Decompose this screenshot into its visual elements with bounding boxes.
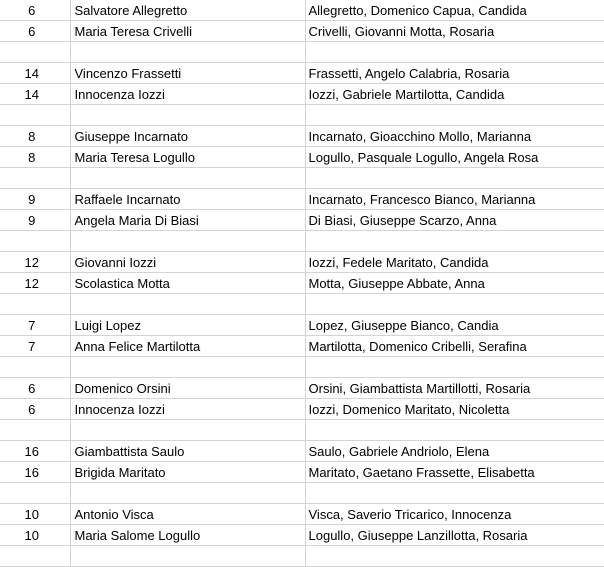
cell-number[interactable]: 16 — [0, 462, 70, 483]
cell-parents[interactable]: Allegretto, Domenico Capua, Candida — [305, 0, 604, 21]
cell-name[interactable]: Antonio Visca — [70, 504, 305, 525]
cell-number[interactable]: 9 — [0, 189, 70, 210]
cell-parents[interactable] — [305, 546, 604, 567]
cell-number[interactable] — [0, 231, 70, 252]
cell-name[interactable] — [70, 483, 305, 504]
cell-name[interactable]: Maria Teresa Logullo — [70, 147, 305, 168]
cell-number[interactable]: 6 — [0, 0, 70, 21]
spacer-row — [0, 357, 604, 378]
cell-number[interactable]: 12 — [0, 252, 70, 273]
cell-number[interactable]: 12 — [0, 273, 70, 294]
table-row — [0, 378, 604, 399]
cell-number[interactable]: 10 — [0, 504, 70, 525]
cell-parents[interactable]: Logullo, Giuseppe Lanzillotta, Rosaria — [305, 525, 604, 546]
cell-number[interactable]: 8 — [0, 126, 70, 147]
cell-parents[interactable]: Logullo, Pasquale Logullo, Angela Rosa — [305, 147, 604, 168]
cell-name[interactable] — [70, 42, 305, 63]
cell-number[interactable]: 7 — [0, 315, 70, 336]
cell-parents[interactable]: Lopez, Giuseppe Bianco, Candia — [305, 315, 604, 336]
cell-parents[interactable]: Saulo, Gabriele Andriolo, Elena — [305, 441, 604, 462]
table-row — [0, 0, 604, 21]
table-row — [0, 336, 604, 357]
cell-number[interactable] — [0, 357, 70, 378]
cell-parents[interactable] — [305, 42, 604, 63]
cell-name[interactable]: Scolastica Motta — [70, 273, 305, 294]
cell-name[interactable] — [70, 294, 305, 315]
cell-parents[interactable] — [305, 483, 604, 504]
table-row — [0, 462, 604, 483]
table-row — [0, 189, 604, 210]
cell-name[interactable]: Innocenza Iozzi — [70, 84, 305, 105]
cell-parents[interactable]: Visca, Saverio Tricarico, Innocenza — [305, 504, 604, 525]
cell-parents[interactable]: Maritato, Gaetano Frassette, Elisabetta — [305, 462, 604, 483]
cell-parents[interactable]: Incarnato, Gioacchino Mollo, Marianna — [305, 126, 604, 147]
cell-name[interactable] — [70, 105, 305, 126]
cell-name[interactable]: Maria Teresa Crivelli — [70, 21, 305, 42]
table-row — [0, 525, 604, 546]
spacer-row — [0, 483, 604, 504]
cell-name[interactable]: Raffaele Incarnato — [70, 189, 305, 210]
table-row — [0, 273, 604, 294]
cell-number[interactable] — [0, 420, 70, 441]
cell-name[interactable]: Anna Felice Martilotta — [70, 336, 305, 357]
cell-number[interactable]: 8 — [0, 147, 70, 168]
table-row — [0, 315, 604, 336]
cell-number[interactable]: 7 — [0, 336, 70, 357]
cell-number[interactable] — [0, 483, 70, 504]
cell-number[interactable] — [0, 105, 70, 126]
cell-number[interactable]: 14 — [0, 84, 70, 105]
cell-parents[interactable]: Di Biasi, Giuseppe Scarzo, Anna — [305, 210, 604, 231]
cell-number[interactable]: 6 — [0, 21, 70, 42]
table-row — [0, 147, 604, 168]
cell-number[interactable]: 14 — [0, 63, 70, 84]
cell-parents[interactable] — [305, 420, 604, 441]
spacer-row — [0, 294, 604, 315]
cell-parents[interactable]: Iozzi, Fedele Maritato, Candida — [305, 252, 604, 273]
cell-name[interactable]: Angela Maria Di Biasi — [70, 210, 305, 231]
spacer-row — [0, 105, 604, 126]
cell-name[interactable]: Giambattista Saulo — [70, 441, 305, 462]
cell-name[interactable]: Salvatore Allegretto — [70, 0, 305, 21]
cell-parents[interactable]: Crivelli, Giovanni Motta, Rosaria — [305, 21, 604, 42]
cell-number[interactable]: 6 — [0, 399, 70, 420]
cell-number[interactable]: 9 — [0, 210, 70, 231]
cell-parents[interactable]: Iozzi, Gabriele Martilotta, Candida — [305, 84, 604, 105]
cell-number[interactable] — [0, 168, 70, 189]
table-row — [0, 252, 604, 273]
table-row — [0, 126, 604, 147]
cell-parents[interactable]: Iozzi, Domenico Maritato, Nicoletta — [305, 399, 604, 420]
cell-name[interactable] — [70, 420, 305, 441]
cell-number[interactable] — [0, 42, 70, 63]
table-row — [0, 441, 604, 462]
spacer-row — [0, 546, 604, 567]
table-row — [0, 84, 604, 105]
cell-name[interactable]: Domenico Orsini — [70, 378, 305, 399]
cell-parents[interactable]: Motta, Giuseppe Abbate, Anna — [305, 273, 604, 294]
cell-name[interactable]: Brigida Maritato — [70, 462, 305, 483]
cell-name[interactable] — [70, 546, 305, 567]
cell-parents[interactable]: Incarnato, Francesco Bianco, Marianna — [305, 189, 604, 210]
cell-number[interactable] — [0, 294, 70, 315]
cell-parents[interactable]: Frassetti, Angelo Calabria, Rosaria — [305, 63, 604, 84]
cell-number[interactable] — [0, 546, 70, 567]
table-row — [0, 21, 604, 42]
cell-parents[interactable] — [305, 294, 604, 315]
table-row — [0, 504, 604, 525]
cell-parents[interactable]: Orsini, Giambattista Martillotti, Rosaria — [305, 378, 604, 399]
spacer-row — [0, 42, 604, 63]
cell-parents[interactable] — [305, 357, 604, 378]
cell-name[interactable] — [70, 168, 305, 189]
cell-number[interactable]: 16 — [0, 441, 70, 462]
cell-name[interactable]: Maria Salome Logullo — [70, 525, 305, 546]
cell-parents[interactable] — [305, 231, 604, 252]
cell-number[interactable]: 10 — [0, 525, 70, 546]
table-row — [0, 399, 604, 420]
spacer-row — [0, 420, 604, 441]
cell-parents[interactable] — [305, 168, 604, 189]
cell-name[interactable]: Giovanni Iozzi — [70, 252, 305, 273]
table-row — [0, 63, 604, 84]
spacer-row — [0, 231, 604, 252]
spacer-row — [0, 168, 604, 189]
cell-name[interactable] — [70, 357, 305, 378]
cell-name[interactable]: Vincenzo Frassetti — [70, 63, 305, 84]
cell-number[interactable]: 6 — [0, 378, 70, 399]
table-row — [0, 210, 604, 231]
cell-name[interactable]: Innocenza Iozzi — [70, 399, 305, 420]
cell-parents[interactable]: Martilotta, Domenico Cribelli, Serafina — [305, 336, 604, 357]
cell-parents[interactable] — [305, 105, 604, 126]
cell-name[interactable] — [70, 231, 305, 252]
cell-name[interactable]: Luigi Lopez — [70, 315, 305, 336]
cell-name[interactable]: Giuseppe Incarnato — [70, 126, 305, 147]
